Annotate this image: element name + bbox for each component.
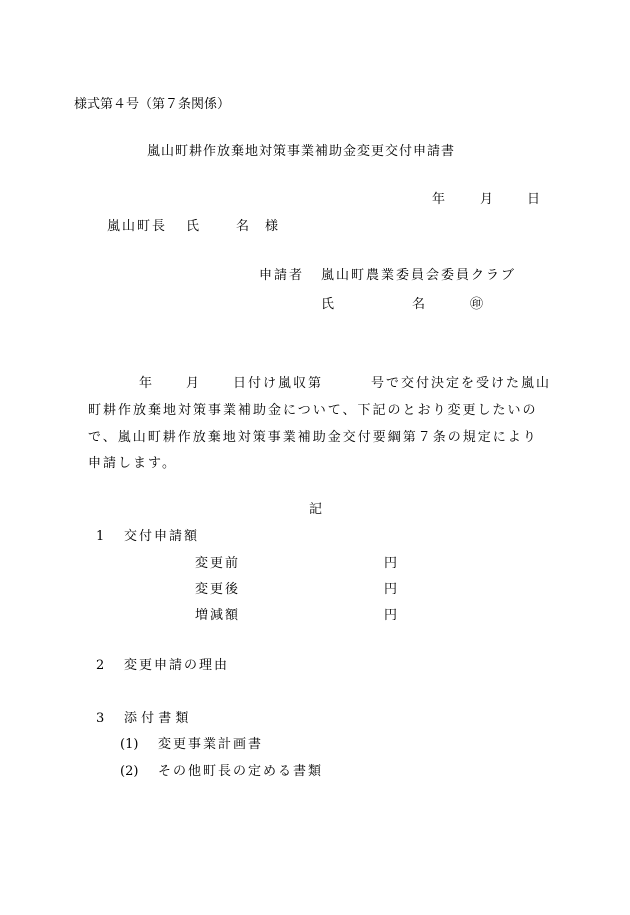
- body-line3: で、嵐山町耕作放棄地対策事業補助金交付要綱第７条の規定により: [88, 430, 538, 445]
- body-year: 年: [139, 376, 153, 391]
- form-label: 様式第４号（第７条関係）: [74, 97, 231, 112]
- applicant-shi: 氏: [321, 297, 335, 312]
- subitem-1-number: (1): [120, 737, 139, 752]
- item-1-number: 1: [96, 529, 105, 544]
- row-before-unit: 円: [384, 556, 398, 571]
- subitem-2-number: (2): [120, 764, 139, 779]
- item-2-number: 2: [96, 658, 105, 673]
- row-diff-label: 増減額: [195, 608, 241, 623]
- body-line1-rest: 号で交付決定を受けた嵐山: [371, 376, 552, 391]
- item-3-label: 添 付 書 類: [124, 711, 189, 726]
- seal-mark: ㊞: [470, 297, 484, 312]
- item-1-label: 交付申請額: [124, 529, 200, 544]
- row-diff-unit: 円: [384, 608, 398, 623]
- date-month: 月: [480, 192, 494, 207]
- body-date-part: 日付け嵐収第: [233, 376, 324, 391]
- body-month: 月: [186, 376, 200, 391]
- addressee-name: 嵐山町長: [107, 219, 168, 234]
- item-3-number: 3: [96, 711, 105, 726]
- addressee-sama: 様: [265, 219, 279, 234]
- row-before-label: 変更前: [195, 556, 241, 571]
- item-2-label: 変更申請の理由: [124, 658, 230, 673]
- document-title: 嵐山町耕作放棄地対策事業補助金変更交付申請書: [147, 144, 456, 159]
- applicant-org: 嵐山町農業委員会委員クラブ: [321, 268, 517, 283]
- addressee-shi: 氏: [186, 219, 200, 234]
- applicant-mei: 名: [412, 297, 426, 312]
- body-line2: 町耕作放棄地対策事業補助金について、下記のとおり変更したいの: [88, 403, 538, 418]
- row-after-unit: 円: [384, 582, 398, 597]
- subitem-1-label: 変更事業計画書: [158, 737, 264, 752]
- body-line4: 申請します。: [88, 456, 177, 471]
- date-year: 年: [432, 192, 446, 207]
- subitem-2-label: その他町長の定める書類: [158, 764, 324, 779]
- row-after-label: 変更後: [195, 582, 241, 597]
- date-day: 日: [527, 192, 541, 207]
- applicant-label: 申請者: [259, 268, 305, 283]
- addressee-mei: 名: [236, 219, 250, 234]
- ki-heading: 記: [309, 502, 323, 517]
